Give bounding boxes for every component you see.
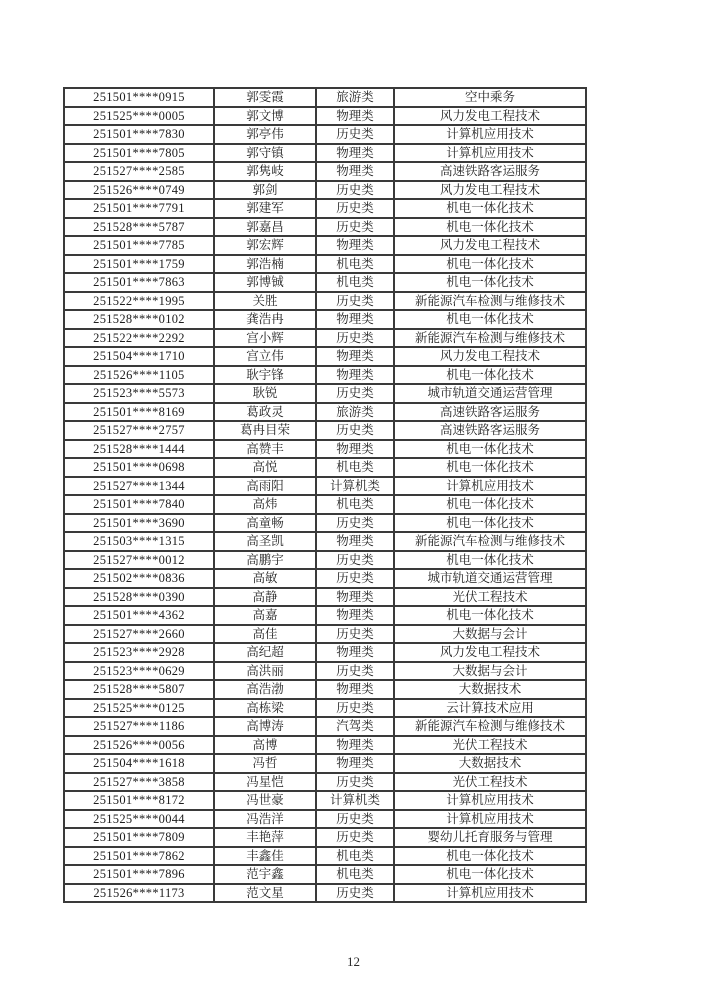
cell-major: 计算机应用技术 xyxy=(394,791,586,810)
cell-major: 云计算技术应用 xyxy=(394,699,586,718)
cell-major: 机电一体化技术 xyxy=(394,255,586,274)
cell-major: 计算机应用技术 xyxy=(394,144,586,163)
cell-candidate-no: 251528****0102 xyxy=(64,310,214,329)
cell-name: 高栋梁 xyxy=(214,699,316,718)
table-row xyxy=(64,662,586,681)
cell-major: 高速铁路客运服务 xyxy=(394,162,586,181)
cell-name: 冯世豪 xyxy=(214,791,316,810)
table-row xyxy=(64,162,586,181)
cell-category: 历史类 xyxy=(316,218,394,237)
cell-candidate-no: 251501****7862 xyxy=(64,847,214,866)
cell-candidate-no: 251527****1344 xyxy=(64,477,214,496)
table-row xyxy=(64,458,586,477)
cell-category: 物理类 xyxy=(316,347,394,366)
cell-candidate-no: 251503****1315 xyxy=(64,532,214,551)
cell-name: 郭文博 xyxy=(214,107,316,126)
cell-category: 旅游类 xyxy=(316,403,394,422)
cell-major: 机电一体化技术 xyxy=(394,458,586,477)
cell-candidate-no: 251501****8172 xyxy=(64,791,214,810)
table-row xyxy=(64,421,586,440)
cell-major: 机电一体化技术 xyxy=(394,495,586,514)
cell-candidate-no: 251527****0012 xyxy=(64,551,214,570)
cell-major: 高速铁路客运服务 xyxy=(394,403,586,422)
table-row xyxy=(64,403,586,422)
cell-name: 关胜 xyxy=(214,292,316,311)
cell-candidate-no: 251522****1995 xyxy=(64,292,214,311)
cell-candidate-no: 251522****2292 xyxy=(64,329,214,348)
cell-name: 高嘉 xyxy=(214,606,316,625)
table-row xyxy=(64,181,586,200)
cell-candidate-no: 251501****4362 xyxy=(64,606,214,625)
cell-category: 物理类 xyxy=(316,440,394,459)
cell-major: 机电一体化技术 xyxy=(394,440,586,459)
cell-category: 物理类 xyxy=(316,310,394,329)
table-row xyxy=(64,865,586,884)
cell-category: 物理类 xyxy=(316,144,394,163)
cell-category: 计算机类 xyxy=(316,477,394,496)
cell-name: 郭剑 xyxy=(214,181,316,200)
cell-category: 物理类 xyxy=(316,680,394,699)
table-row xyxy=(64,144,586,163)
table-row xyxy=(64,791,586,810)
cell-candidate-no: 251528****5787 xyxy=(64,218,214,237)
cell-category: 机电类 xyxy=(316,865,394,884)
cell-name: 高圣凯 xyxy=(214,532,316,551)
cell-major: 机电一体化技术 xyxy=(394,514,586,533)
cell-major: 计算机应用技术 xyxy=(394,477,586,496)
cell-candidate-no: 251527****2757 xyxy=(64,421,214,440)
cell-major: 机电一体化技术 xyxy=(394,606,586,625)
cell-candidate-no: 251504****1710 xyxy=(64,347,214,366)
table-row xyxy=(64,588,586,607)
cell-category: 历史类 xyxy=(316,773,394,792)
cell-category: 物理类 xyxy=(316,366,394,385)
cell-candidate-no: 251501****7809 xyxy=(64,828,214,847)
cell-candidate-no: 251501****7785 xyxy=(64,236,214,255)
cell-category: 历史类 xyxy=(316,181,394,200)
cell-major: 计算机应用技术 xyxy=(394,810,586,829)
table-row xyxy=(64,625,586,644)
cell-candidate-no: 251501****1759 xyxy=(64,255,214,274)
cell-category: 物理类 xyxy=(316,236,394,255)
table-row xyxy=(64,347,586,366)
cell-name: 耿宇锋 xyxy=(214,366,316,385)
cell-name: 葛政灵 xyxy=(214,403,316,422)
cell-category: 机电类 xyxy=(316,458,394,477)
cell-name: 宫小辉 xyxy=(214,329,316,348)
cell-category: 物理类 xyxy=(316,107,394,126)
cell-category: 历史类 xyxy=(316,662,394,681)
cell-name: 郭隽岐 xyxy=(214,162,316,181)
table-row xyxy=(64,440,586,459)
table-row xyxy=(64,273,586,292)
cell-candidate-no: 251501****7840 xyxy=(64,495,214,514)
cell-category: 历史类 xyxy=(316,625,394,644)
cell-name: 丰艳萍 xyxy=(214,828,316,847)
table-row xyxy=(64,384,586,403)
cell-category: 物理类 xyxy=(316,736,394,755)
cell-name: 郭雯霞 xyxy=(214,88,316,107)
table-row xyxy=(64,884,586,903)
table-row xyxy=(64,366,586,385)
cell-category: 历史类 xyxy=(316,551,394,570)
cell-category: 物理类 xyxy=(316,532,394,551)
cell-major: 风力发电工程技术 xyxy=(394,236,586,255)
cell-name: 高赞丰 xyxy=(214,440,316,459)
cell-candidate-no: 251501****7791 xyxy=(64,199,214,218)
table-row xyxy=(64,717,586,736)
cell-name: 郭守镇 xyxy=(214,144,316,163)
table-row xyxy=(64,107,586,126)
cell-candidate-no: 251523****0629 xyxy=(64,662,214,681)
cell-name: 高炜 xyxy=(214,495,316,514)
cell-name: 郭嘉昌 xyxy=(214,218,316,237)
cell-major: 新能源汽车检测与维修技术 xyxy=(394,532,586,551)
cell-major: 机电一体化技术 xyxy=(394,199,586,218)
cell-name: 高浩渤 xyxy=(214,680,316,699)
cell-category: 机电类 xyxy=(316,495,394,514)
cell-category: 历史类 xyxy=(316,292,394,311)
cell-name: 耿锐 xyxy=(214,384,316,403)
cell-major: 大数据技术 xyxy=(394,754,586,773)
table-row xyxy=(64,810,586,829)
cell-name: 范宇鑫 xyxy=(214,865,316,884)
cell-candidate-no: 251525****0005 xyxy=(64,107,214,126)
table-row xyxy=(64,680,586,699)
cell-candidate-no: 251528****1444 xyxy=(64,440,214,459)
cell-category: 汽驾类 xyxy=(316,717,394,736)
cell-name: 范文星 xyxy=(214,884,316,903)
cell-name: 丰鑫佳 xyxy=(214,847,316,866)
cell-major: 新能源汽车检测与维修技术 xyxy=(394,292,586,311)
cell-major: 风力发电工程技术 xyxy=(394,643,586,662)
cell-category: 历史类 xyxy=(316,125,394,144)
cell-name: 高雨阳 xyxy=(214,477,316,496)
cell-major: 计算机应用技术 xyxy=(394,884,586,903)
cell-candidate-no: 251523****5573 xyxy=(64,384,214,403)
cell-major: 高速铁路客运服务 xyxy=(394,421,586,440)
cell-candidate-no: 251501****0915 xyxy=(64,88,214,107)
cell-major: 光伏工程技术 xyxy=(394,588,586,607)
cell-category: 物理类 xyxy=(316,606,394,625)
table-row xyxy=(64,643,586,662)
table-row xyxy=(64,495,586,514)
table-row xyxy=(64,477,586,496)
cell-name: 高敏 xyxy=(214,569,316,588)
cell-major: 城市轨道交通运营管理 xyxy=(394,569,586,588)
table-row xyxy=(64,754,586,773)
cell-major: 大数据与会计 xyxy=(394,662,586,681)
table-row xyxy=(64,329,586,348)
cell-name: 葛冉目荣 xyxy=(214,421,316,440)
cell-name: 郭博铖 xyxy=(214,273,316,292)
cell-category: 计算机类 xyxy=(316,791,394,810)
cell-major: 风力发电工程技术 xyxy=(394,107,586,126)
table-row xyxy=(64,292,586,311)
table-row xyxy=(64,199,586,218)
cell-category: 历史类 xyxy=(316,810,394,829)
cell-candidate-no: 251527****2660 xyxy=(64,625,214,644)
cell-candidate-no: 251502****0836 xyxy=(64,569,214,588)
cell-category: 机电类 xyxy=(316,273,394,292)
cell-major: 机电一体化技术 xyxy=(394,366,586,385)
table-row xyxy=(64,236,586,255)
cell-candidate-no: 251501****0698 xyxy=(64,458,214,477)
cell-category: 历史类 xyxy=(316,884,394,903)
table-row xyxy=(64,773,586,792)
page-number: 12 xyxy=(347,954,360,969)
cell-name: 郭宏辉 xyxy=(214,236,316,255)
cell-category: 物理类 xyxy=(316,162,394,181)
cell-candidate-no: 251527****2585 xyxy=(64,162,214,181)
cell-category: 机电类 xyxy=(316,255,394,274)
cell-major: 大数据与会计 xyxy=(394,625,586,644)
cell-category: 历史类 xyxy=(316,514,394,533)
cell-name: 冯浩洋 xyxy=(214,810,316,829)
table-row xyxy=(64,551,586,570)
cell-major: 新能源汽车检测与维修技术 xyxy=(394,329,586,348)
cell-name: 高静 xyxy=(214,588,316,607)
cell-major: 机电一体化技术 xyxy=(394,551,586,570)
cell-category: 机电类 xyxy=(316,847,394,866)
cell-category: 旅游类 xyxy=(316,88,394,107)
cell-candidate-no: 251526****1173 xyxy=(64,884,214,903)
cell-candidate-no: 251528****0390 xyxy=(64,588,214,607)
cell-major: 城市轨道交通运营管理 xyxy=(394,384,586,403)
cell-candidate-no: 251501****7830 xyxy=(64,125,214,144)
cell-name: 高佳 xyxy=(214,625,316,644)
table-row xyxy=(64,88,586,107)
table-row xyxy=(64,218,586,237)
cell-category: 历史类 xyxy=(316,384,394,403)
cell-candidate-no: 251527****1186 xyxy=(64,717,214,736)
cell-major: 新能源汽车检测与维修技术 xyxy=(394,717,586,736)
admission-results-table xyxy=(63,87,587,903)
cell-category: 历史类 xyxy=(316,569,394,588)
cell-name: 高博 xyxy=(214,736,316,755)
cell-name: 郭亭伟 xyxy=(214,125,316,144)
admission-results-table-wrap xyxy=(63,87,587,903)
cell-name: 高鹏宇 xyxy=(214,551,316,570)
cell-major: 机电一体化技术 xyxy=(394,847,586,866)
cell-candidate-no: 251501****7863 xyxy=(64,273,214,292)
cell-name: 高悦 xyxy=(214,458,316,477)
cell-name: 高博涛 xyxy=(214,717,316,736)
cell-candidate-no: 251526****0056 xyxy=(64,736,214,755)
table-row xyxy=(64,847,586,866)
cell-name: 冯哲 xyxy=(214,754,316,773)
cell-category: 历史类 xyxy=(316,199,394,218)
table-row xyxy=(64,828,586,847)
cell-category: 历史类 xyxy=(316,329,394,348)
table-row xyxy=(64,255,586,274)
cell-major: 婴幼儿托育服务与管理 xyxy=(394,828,586,847)
cell-candidate-no: 251501****7805 xyxy=(64,144,214,163)
cell-major: 风力发电工程技术 xyxy=(394,181,586,200)
cell-candidate-no: 251526****1105 xyxy=(64,366,214,385)
table-row xyxy=(64,532,586,551)
cell-category: 历史类 xyxy=(316,699,394,718)
cell-major: 机电一体化技术 xyxy=(394,273,586,292)
cell-major: 光伏工程技术 xyxy=(394,773,586,792)
cell-name: 郭建军 xyxy=(214,199,316,218)
cell-name: 高洪丽 xyxy=(214,662,316,681)
cell-name: 郭浩楠 xyxy=(214,255,316,274)
cell-candidate-no: 251501****8169 xyxy=(64,403,214,422)
table-row xyxy=(64,514,586,533)
cell-category: 历史类 xyxy=(316,828,394,847)
cell-candidate-no: 251526****0749 xyxy=(64,181,214,200)
cell-major: 计算机应用技术 xyxy=(394,125,586,144)
cell-major: 机电一体化技术 xyxy=(394,218,586,237)
cell-candidate-no: 251525****0125 xyxy=(64,699,214,718)
cell-candidate-no: 251501****7896 xyxy=(64,865,214,884)
cell-candidate-no: 251501****3690 xyxy=(64,514,214,533)
cell-category: 物理类 xyxy=(316,643,394,662)
cell-candidate-no: 251528****5807 xyxy=(64,680,214,699)
cell-name: 宫立伟 xyxy=(214,347,316,366)
table-row xyxy=(64,606,586,625)
table-row xyxy=(64,699,586,718)
table-row xyxy=(64,569,586,588)
cell-major: 风力发电工程技术 xyxy=(394,347,586,366)
cell-name: 高纪超 xyxy=(214,643,316,662)
cell-category: 物理类 xyxy=(316,754,394,773)
cell-major: 空中乘务 xyxy=(394,88,586,107)
cell-category: 物理类 xyxy=(316,588,394,607)
cell-major: 机电一体化技术 xyxy=(394,310,586,329)
table-row xyxy=(64,736,586,755)
cell-name: 冯星恺 xyxy=(214,773,316,792)
results-table-body xyxy=(64,88,586,902)
table-row xyxy=(64,125,586,144)
cell-major: 机电一体化技术 xyxy=(394,865,586,884)
cell-name: 龚浩冉 xyxy=(214,310,316,329)
cell-major: 大数据技术 xyxy=(394,680,586,699)
table-row xyxy=(64,310,586,329)
cell-candidate-no: 251523****2928 xyxy=(64,643,214,662)
cell-candidate-no: 251527****3858 xyxy=(64,773,214,792)
cell-category: 历史类 xyxy=(316,421,394,440)
cell-name: 高童畅 xyxy=(214,514,316,533)
cell-candidate-no: 251525****0044 xyxy=(64,810,214,829)
cell-candidate-no: 251504****1618 xyxy=(64,754,214,773)
cell-major: 光伏工程技术 xyxy=(394,736,586,755)
